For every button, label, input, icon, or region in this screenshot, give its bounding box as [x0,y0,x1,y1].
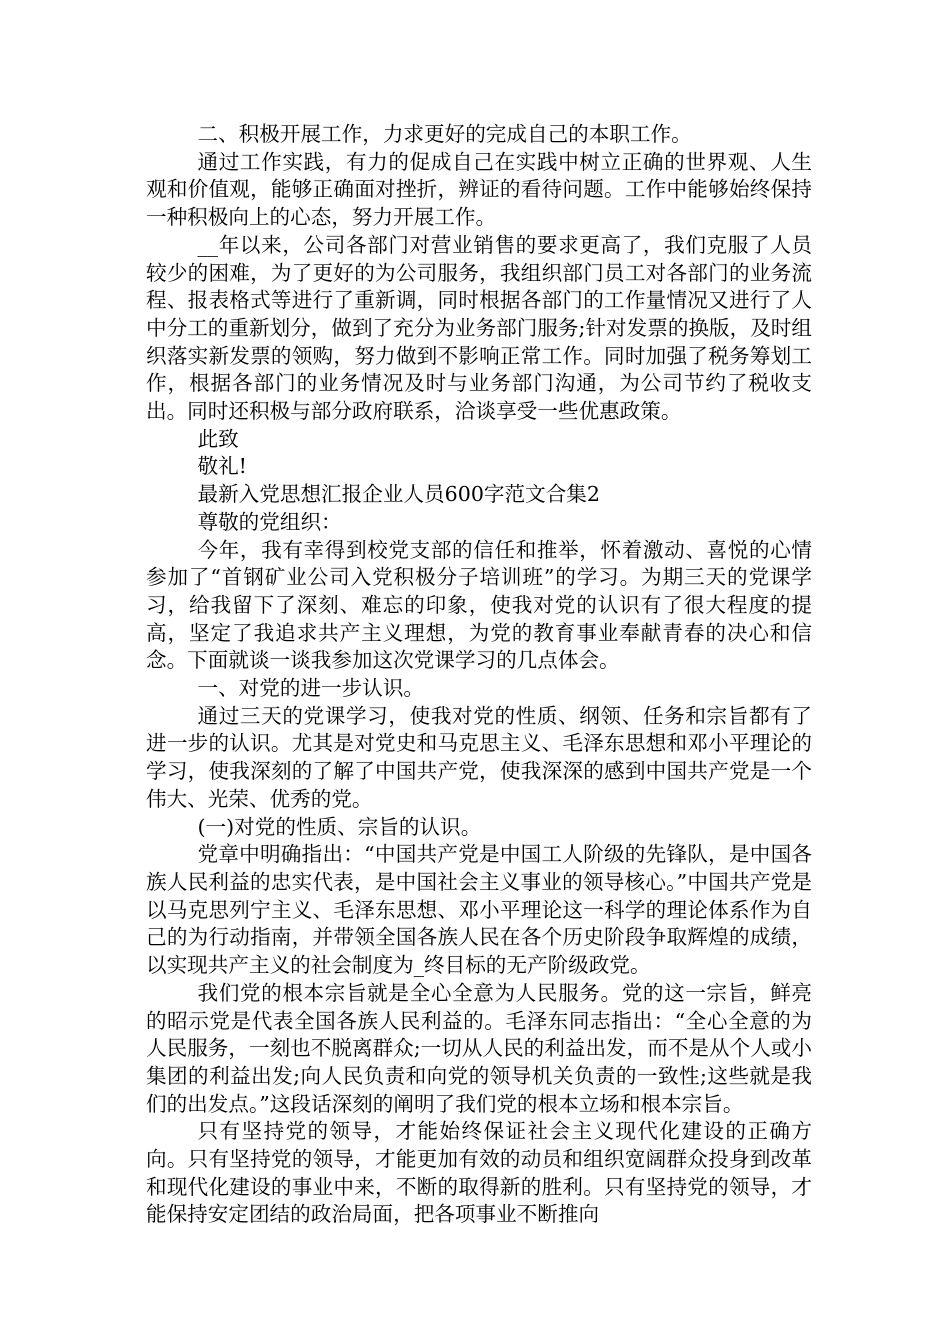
paragraph: 今年，我有幸得到校党支部的信任和推举，怀着激动、喜悦的心情参加了“首钢矿业公司入党积极分子培训班”的学习。为期三天的党课学习，给我留下了深刻、难忘的印象，使我对党的认识有了很大程度的提高，坚定了我追求共产主义理想，为党的教育事业奉献青春的决心和信念。下面就谈一谈我参加这次党课学习的几点体会。 [146,537,812,673]
paragraph: 通过三天的党课学习，使我对党的性质、纲领、任务和宗旨都有了进一步的认识。尤其是对党史和马克思主义、毛泽东思想和邓小平理论的学习，使我深刻的了解了中国共产党，使我深深的感到中国共产党是一个伟大、光荣、优秀的党。 [146,703,812,811]
greeting: 尊敬的党组织： [197,509,342,534]
document-title: 最新入党思想汇报企业人员600字范文合集2 [197,482,601,507]
closing-regards: 敬礼! [197,454,247,479]
paragraph: 通过工作实践，有力的促成自己在实践中树立正确的世界观、人生观和价值观，能够正确面对挫折，辨证的看待问题。工作中能够始终保持一种积极向上的心态，努力开展工作。 [146,149,812,230]
subheading: (一)对党的性质、宗旨的认识。 [197,814,482,839]
paragraph: 党章中明确指出：“中国共产党是中国工人阶级的先锋队，是中国各族人民利益的忠实代表，是中国社会主义事业的领导核心。”中国共产党是以马克思列宁主义、毛泽东思想、邓小平理论这一科学的理论体系作为自己的为行动指南，并带领全国各族人民在各个历史阶段争取辉煌的成绩，以实现共产主义的社会制度为_终目标的无产阶级政党。 [146,842,812,978]
closing-salutation: 此致 [197,426,239,451]
document-body [146,121,812,1229]
heading-section-one: 一、对党的进一步认识。 [197,676,425,701]
paragraph: 我们党的根本宗旨就是全心全意为人民服务。党的这一宗旨，鲜亮的昭示党是代表全国各族人民利益的。毛泽东同志指出：“全心全意的为人民服务，一刻也不脱离群众;一切从人民的利益出发，而不是从个人或小集团的利益出发;向人民负责和向党的领导机关负责的一致性;这些就是我们的出发点。”这段话深刻的阐明了我们党的根本立场和根本宗旨。 [146,980,812,1116]
heading-section-two: 二、积极开展工作，力求更好的完成自己的本职工作。 [197,122,692,146]
paragraph: __年以来，公司各部门对营业销售的要求更高了，我们克服了人员较少的困难，为了更好的为公司服务，我组织部门员工对各部门的业务流程、报表格式等进行了重新调，同时根据各部门的工作量情况又进行了人中分工的重新划分，做到了充分为业务部门服务;针对发票的换版，及时组织落实新发票的领购，努力做到不影响正常工作。同时加强了税务筹划工作，根据各部门的业务情况及时与业务部门沟通，为公司节约了税收支出。同时还积极与部分政府联系，洽谈享受一些优惠政策。 [146,232,812,424]
paragraph: 只有坚持党的领导，才能始终保证社会主义现代化建设的正确方向。只有坚持党的领导，才能更加有效的动员和组织宽阔群众投身到改革和现代化建设的事业中来，不断的取得新的胜利。只有坚持党的领导，才能保持安定团结的政治局面，把各项事业不断推向 [146,1119,812,1227]
